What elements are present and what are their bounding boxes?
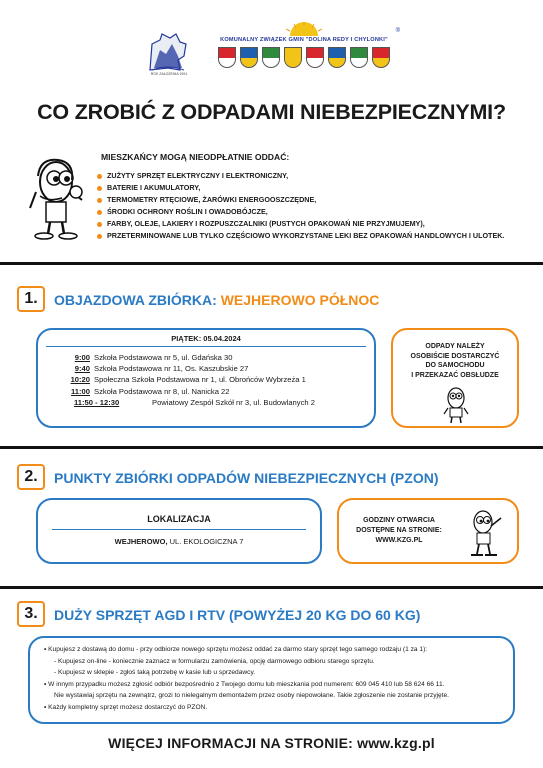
kzg-emblem-logo <box>146 30 190 76</box>
crest-icon <box>218 47 236 68</box>
section-number: 3. <box>17 601 45 627</box>
stop-time: 9:00 <box>74 353 90 362</box>
crest-icon <box>372 47 390 68</box>
sun-icon <box>282 22 326 36</box>
note-line: DO SAMOCHODU <box>425 362 485 369</box>
section-title <box>54 292 379 308</box>
info-line: • Każdy kompletny sprzęt możesz dostarczyć do PZON. <box>44 702 503 714</box>
list-item <box>52 397 315 408</box>
location-city: WEJHEROWO, <box>114 537 168 546</box>
crest-icon <box>328 47 346 68</box>
note-line: I PRZEKAZAĆ OBSŁUDZE <box>411 371 499 379</box>
brand-title: KOMUNALNY ZWIĄZEK GMIN "DOLINA REDY I CHYLONKI" <box>220 37 388 43</box>
stop-time: 10:20 <box>70 375 90 385</box>
appliance-info-box <box>28 636 515 724</box>
stop-place: Powiatowy Zespół Szkół nr 3, ul. Budowlanych 2 <box>152 397 315 407</box>
schedule-box <box>36 328 376 428</box>
brand-block <box>206 22 402 68</box>
hours-line: WWW.KZG.PL <box>375 537 423 544</box>
divider <box>0 262 543 265</box>
stop-place: Szkoła Podstawowa nr 8, ul. Nanicka 22 <box>94 386 230 396</box>
crest-icon <box>350 47 368 68</box>
registered-mark: ® <box>395 28 400 34</box>
crest-icon <box>262 47 280 68</box>
location-street: UL. EKOLOGICZNA 7 <box>167 537 244 546</box>
page-title: CO ZROBIĆ Z ODPADAMI NIEBEZPIECZNYMI? <box>37 100 506 124</box>
note-line: ODPADY NALEŻY <box>425 343 485 350</box>
waste-list <box>97 170 504 242</box>
section-number: 1. <box>17 286 45 312</box>
footer-more-info: WIĘCEJ INFORMACJI NA STRONIE: www.kzg.pl <box>108 735 435 751</box>
opening-hours <box>343 516 455 546</box>
collection-day: PIĄTEK: 05.04.2024 <box>171 334 241 343</box>
delivery-note-box <box>391 328 519 428</box>
list-item: TERMOMETRY RTĘCIOWE, ŻARÓWKI ENERGOOSZCZĘDNE, <box>97 194 504 206</box>
list-item: PRZETERMINOWANE LUB TYLKO CZĘŚCIOWO WYKORZYSTANE LEKI BEZ OPAKOWAŃ HANDLOWYCH I ULOTEK. <box>97 230 504 242</box>
info-line: - Kupujesz on-line - koniecznie zaznacz w formularzu zamówienia, opcję darmowego odbioru starego sprzętu. <box>54 657 375 665</box>
list-item: FARBY, OLEJE, LAKIERY I ROZPUSZCZALNIKI (PUSTYCH OPAKOWAŃ NIE PRZYJMUJEMY), <box>97 218 504 230</box>
location-box <box>36 498 322 564</box>
location-address <box>38 537 320 546</box>
divider <box>0 586 543 589</box>
divider <box>52 529 306 530</box>
stop-list <box>52 352 315 408</box>
divider <box>46 346 366 347</box>
mascot-icon <box>441 386 471 426</box>
hours-line: GODZINY OTWARCIA <box>363 517 435 524</box>
list-item <box>52 374 315 385</box>
stop-place: Społeczna Szkoła Podstawowa nr 1, ul. Obrońców Wybrzeża 1 <box>94 375 306 385</box>
info-line: • W innym przypadku możesz zgłosić odbiór bezpośrednio z Twojego domu lub mieszkania pod numerem: 609 045 410 lub 58 624 66 11. <box>44 679 503 691</box>
list-item <box>52 363 315 374</box>
section-title-accent: WEJHEROWO PÓŁNOC <box>220 292 380 308</box>
list-item <box>52 352 315 363</box>
stop-time: 9:40 <box>74 364 90 374</box>
list-item: ŚRODKI OCHRONY ROŚLIN I OWADOBÓJCZE, <box>97 206 504 218</box>
info-line: Nie wystawiaj sprzętu na zewnątrz, grozi to nielegalnym demontażem przez osoby niepowołane. Takie zgłoszenie nie zostanie przyjęte. <box>54 692 449 700</box>
section-title: DUŻY SPRZĘT AGD I RTV (POWYŻEJ 20 KG DO 60 KG) <box>54 607 421 623</box>
location-title: LOKALIZACJA <box>147 514 211 524</box>
section-number: 2. <box>17 464 45 490</box>
list-item: BATERIE I AKUMULATORY, <box>97 182 504 194</box>
section-title: PUNKTY ZBIÓRKI ODPADÓW NIEBEZPIECZNYCH (PZON) <box>54 470 439 486</box>
list-item <box>52 386 315 397</box>
info-line: - Kupujesz w sklepie - zgłoś taką potrzebę w kasie lub u sprzedawcy. <box>54 669 256 677</box>
divider <box>0 446 543 449</box>
logo-caption: ROK ZAŁOŻENIA 1991 <box>150 72 188 76</box>
note-line: OSOBIŚCIE DOSTARCZYĆ <box>410 352 500 360</box>
stop-place: Szkoła Podstawowa nr 11, Os. Kaszubskie 27 <box>94 364 249 374</box>
opening-hours-box <box>337 498 519 564</box>
section-title-text: OBJAZDOWA ZBIÓRKA: <box>54 292 217 308</box>
crest-icon <box>284 47 302 68</box>
municipal-crests <box>206 47 402 68</box>
hours-line: DOSTĘPNE NA STRONIE: <box>356 527 442 534</box>
mascot-icon <box>465 508 505 558</box>
list-item: ZUŻYTY SPRZĘT ELEKTRYCZNY I ELEKTRONICZNY, <box>97 170 504 182</box>
stop-time: 11:50 - 12:30 <box>74 397 120 407</box>
crest-icon <box>306 47 324 68</box>
intro-heading: MIESZKAŃCY MOGĄ NIEODPŁATNIE ODDAĆ: <box>101 152 290 162</box>
crest-icon <box>240 47 258 68</box>
mascot-icon <box>28 152 88 240</box>
stop-place: Szkoła Podstawowa nr 5, ul. Gdańska 30 <box>94 353 233 362</box>
stop-time: 11:00 <box>70 386 90 396</box>
delivery-note <box>393 342 517 380</box>
info-line: • Kupujesz z dostawą do domu - przy odbiorze nowego sprzętu możesz oddać za darmo stary sprzęt tego samego rodzaju (1 za 1): <box>44 644 503 656</box>
